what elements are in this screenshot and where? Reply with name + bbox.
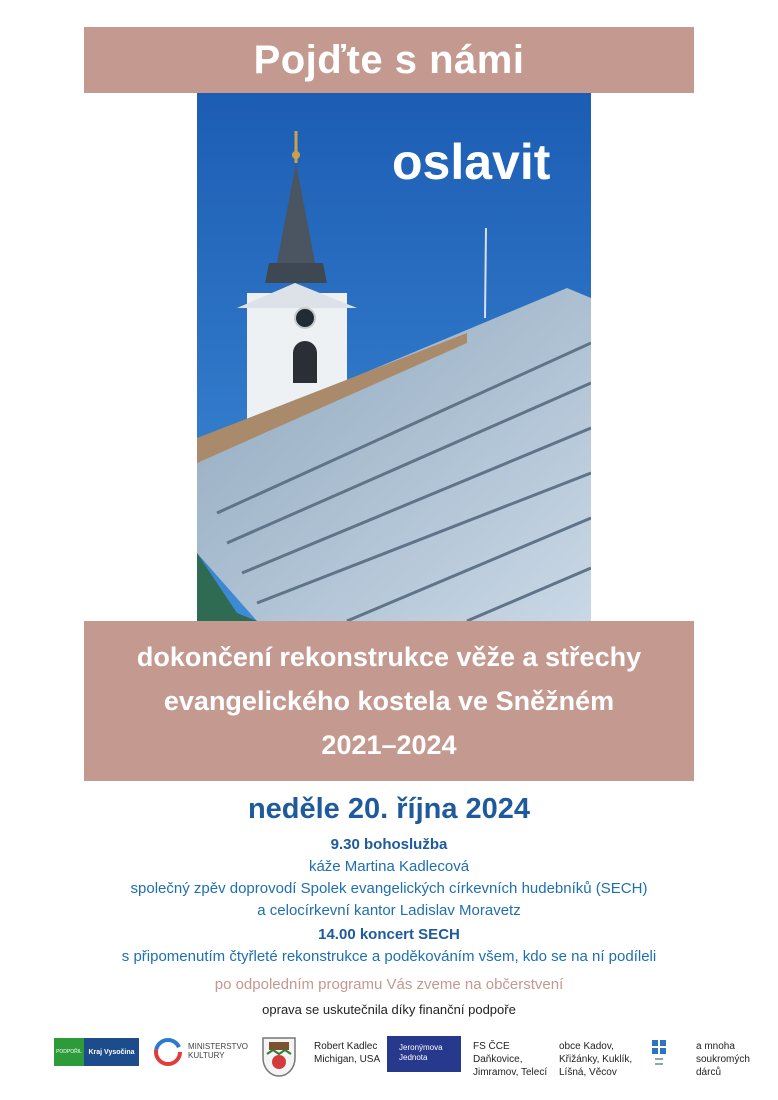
donors-line-3: dárců	[696, 1067, 722, 1078]
donors-line-2: soukromých	[696, 1054, 750, 1065]
obce-line-1: obce Kadov,	[559, 1041, 614, 1052]
jeronymova-jednota-logo	[387, 1036, 461, 1072]
singing-line: společný zpěv doprovodí Spolek evangelických církevních hudebníků (SECH)	[130, 880, 648, 897]
event-date: neděle 20. října 2024	[247, 793, 531, 825]
kraj-label: Kraj Vysočina	[84, 1038, 139, 1066]
obce-line-2: Křižánky, Kuklík,	[559, 1054, 633, 1065]
ministry-logo	[152, 1036, 252, 1070]
kraj-vysocina-logo	[54, 1038, 139, 1066]
fs-line-2: Daňkovice,	[473, 1054, 523, 1065]
church-chalice-icon	[648, 1038, 670, 1072]
crest-icon	[259, 1034, 299, 1078]
fs-cce-text	[473, 1040, 547, 1079]
event-years: 2021–2024	[321, 730, 457, 760]
event-line-1: dokončení rekonstrukce věže a střechy	[136, 642, 642, 672]
municipalities-text	[559, 1040, 632, 1079]
kadlec-line-1: Robert Kadlec	[314, 1041, 378, 1052]
oslavit-word: oslavit	[392, 134, 551, 190]
fs-line-1: FS ČCE	[473, 1041, 510, 1052]
kadlec-line-2: Michigan, USA	[314, 1054, 381, 1065]
concert-time: 14.00 koncert SECH	[318, 926, 460, 943]
fs-line-3: Jimramov, Telecí	[473, 1067, 548, 1078]
donors-text	[696, 1040, 750, 1079]
top-title-banner	[84, 27, 694, 93]
ministry-line-2: KULTURY	[188, 1051, 225, 1060]
ministry-c-icon	[152, 1036, 184, 1068]
event-banner	[84, 621, 694, 781]
event-line-2: evangelického kostela ve Sněžném	[163, 686, 615, 716]
preacher-line: káže Martina Kadlecová	[308, 858, 470, 875]
support-line: oprava se uskutečnila díky finanční podpoře	[262, 1002, 516, 1017]
kadlec-text	[314, 1040, 380, 1066]
kraj-small-label: PODPOŘIL	[54, 1038, 84, 1066]
church-photo	[197, 93, 591, 621]
service-time: 9.30 bohoslužba	[330, 836, 448, 853]
obce-line-3: Líšná, Věcov	[559, 1067, 617, 1078]
jednota-line-1: Jeronýmova	[399, 1043, 443, 1052]
refreshment-line: po odpoledním programu Vás zveme na občerstvení	[214, 976, 564, 993]
ministry-line-1: MINISTERSTVO	[188, 1042, 249, 1051]
donors-line-1: a mnoha	[696, 1041, 735, 1052]
concert-note: s připomenutím čtyřleté rekonstrukce a poděkováním všem, kdo se na ní podíleli	[121, 948, 657, 965]
sponsor-logos	[0, 1030, 778, 1090]
cantor-line: a celocírkevní kantor Ladislav Moravetz	[257, 902, 521, 919]
jednota-line-2: Jednota	[399, 1053, 428, 1062]
page-title: Pojďte s námi	[253, 37, 525, 82]
